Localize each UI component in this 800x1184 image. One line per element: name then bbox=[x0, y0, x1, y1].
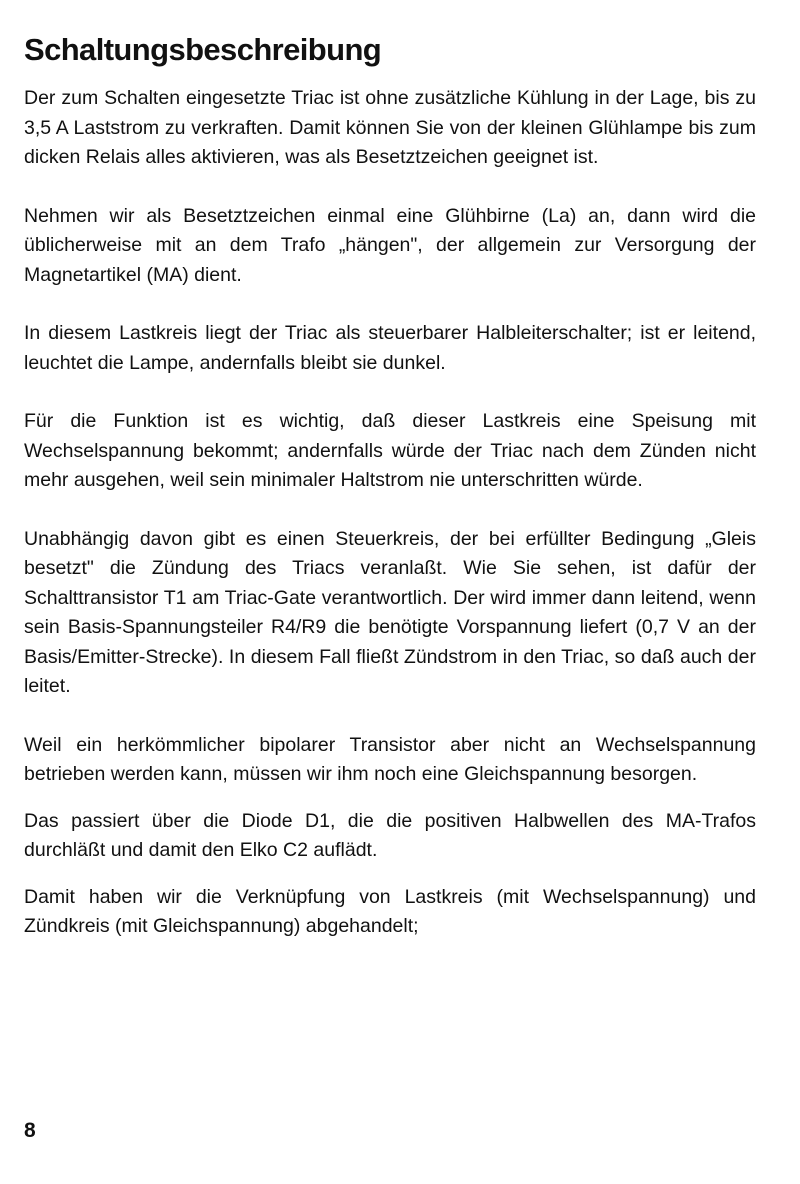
paragraph-summary: Damit haben wir die Verknüpfung von Lastkreis (mit Wechselspannung) und Zündkreis (mit Gleichspannung) abgehandelt; bbox=[24, 885, 756, 937]
page-content bbox=[24, 30, 756, 942]
page-number: 8 bbox=[24, 1119, 36, 1142]
paragraph-triac-intro: Der zum Schalten eingesetzte Triac ist ohne zusätzliche Kühlung in der Lage, bis zu 3,5 A Laststrom zu verkraften. Damit können Sie von der kleinen Glühlampe bis zum dicken Relais alles aktivieren, was als Besetztzeichen geeignet ist. bbox=[24, 87, 756, 168]
paragraph-dc-supply: Weil ein herkömmlicher bipolarer Transistor aber nicht an Wechselspannung betrieben werden kann, müssen wir ihm noch eine Gleichspannung besorgen. bbox=[24, 733, 756, 785]
paragraph-diode: Das passiert über die Diode D1, die die positiven Halbwellen des MA-Trafos durchläßt und damit den Elko C2 auflädt. bbox=[24, 809, 756, 861]
page-title: Schaltungsbeschreibung bbox=[24, 32, 382, 67]
paragraph-bulb-example: Nehmen wir als Besetztzeichen einmal eine Glühbirne (La) an, dann wird die üblicherweise mit an dem Trafo „hängen", der allgemein zur Versorgung der Magnetartikel (MA) dient. bbox=[24, 204, 756, 286]
paragraph-ac-supply: Für die Funktion ist es wichtig, daß dieser Lastkreis eine Speisung mit Wechselspannung bekommt; andernfalls würde der Triac nach dem Zünden nicht mehr ausgehen, weil sein minimaler Haltstrom nie unterschritten würde. bbox=[24, 410, 756, 491]
paragraph-control-circuit: Unabhängig davon gibt es einen Steuerkreis, der bei erfüllter Bedingung „Gleis besetzt" die Zündung des Triacs veranlaßt. Wie Sie sehen, ist dafür der Schalttransistor T1 am Triac-Gate verantwortlich. Der wird immer dann leitend, wenn sein Basis-Spannungsteiler R4/R9 die benötigte Vorspannung liefert (0,7 V an der Basis/Emitter-Strecke). In diesem Fall fließt Zündstrom in den Triac, so daß auch der leitet. bbox=[24, 527, 756, 697]
paragraph-load-circuit: In diesem Lastkreis liegt der Triac als steuerbarer Halbleiterschalter; ist er leitend, leuchtet die Lampe, andernfalls bleibt sie dunkel. bbox=[24, 322, 756, 374]
